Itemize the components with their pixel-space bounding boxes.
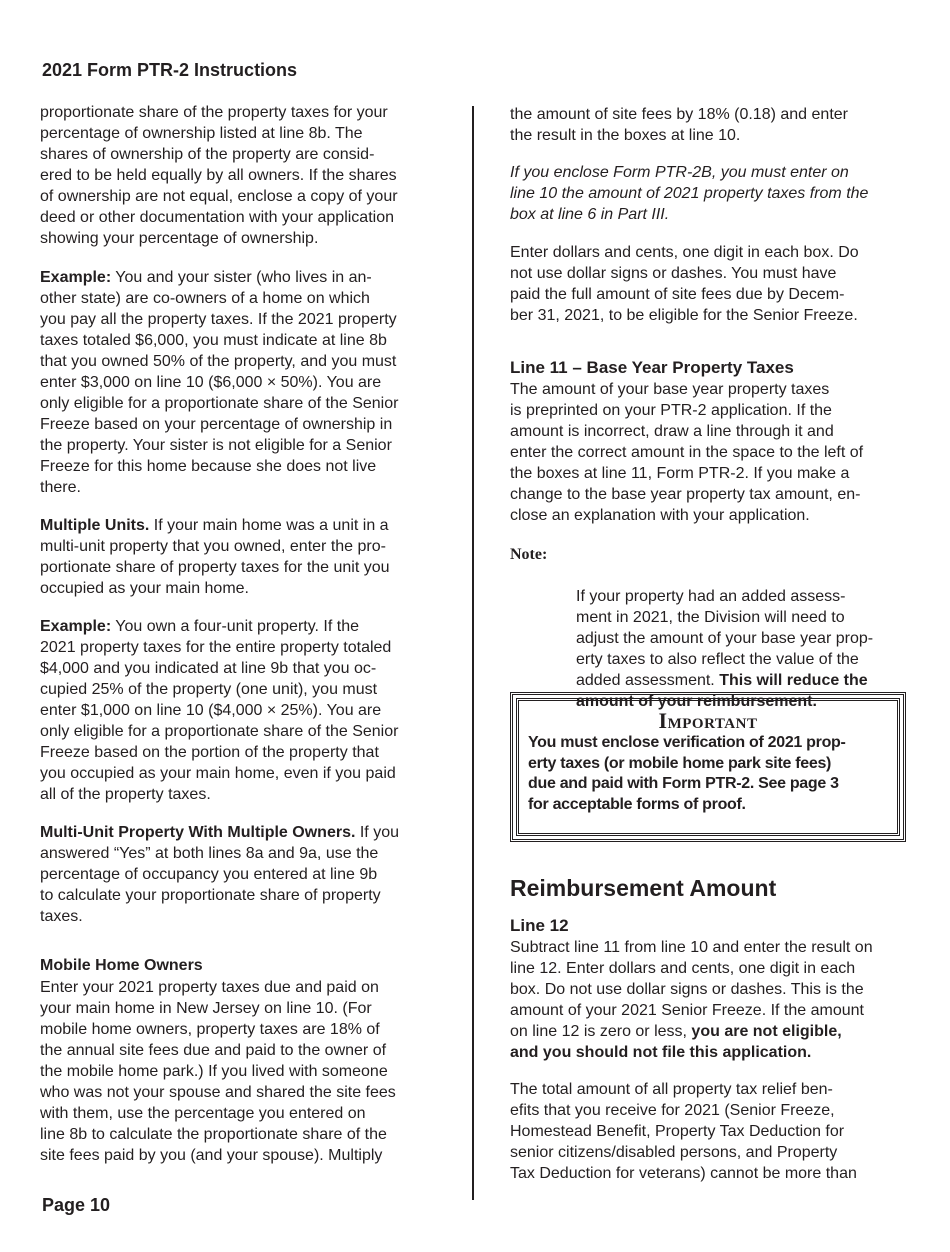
note-bold-text: This will reduce the amount of your reimbursement.	[576, 672, 868, 710]
dollars-cents-paragraph: Enter dollars and cents, one digit in each box. Do not use dollar signs or dashes. You must have paid the full amount of site fees due by Decem- ber 31, 2021, to be eligible for the Senior Freeze.	[510, 244, 859, 324]
line-12-heading: Line 12	[510, 916, 569, 935]
line-11-heading: Line 11 – Base Year Property Taxes	[510, 358, 794, 377]
line-11-paragraph: The amount of your base year property taxes is preprinted on your PTR-2 application. If the amount is incorrect, draw a line through it and enter the correct amount in the space to the left of the boxes at line 11, Form PTR-2. If you make a change to the base year property tax amount, en- close an explanation with your application.	[510, 381, 864, 524]
multi-unit-owners-paragraph	[40, 822, 399, 927]
mobile-home-paragraph: Enter your 2021 property taxes due and paid on your main home in New Jersey on line 10. (For mobile home owners, property taxes are 18% of the annual site fees due and paid to the owner of the mobile home park.) If you lived with someone who was not your spouse and shared the site fees with them, use the percentage you entered on line 8b to calculate the proportionate share of the site fees paid by you (and your spouse). Multiply	[40, 979, 396, 1164]
note-text: If your property had an added assess- ment in 2021, the Division will need to adjust the amount of your base year prop- erty taxes to also reflect the value of the added assessment.	[576, 588, 874, 689]
example-text: You and your sister (who lives in an- other state) are co-owners of a home on which you pay all the property taxes. If the 2021 property taxes totaled $6,000, you must indicate at line 8b that you owned 50% of the property, and you must enter $3,000 on line 10 ($6,000 × 50%). You are only eligible for a proportionate share of the Senior Freeze based on your percentage of ownership in the property. Your sister is not eligible for a Senior Freeze for this home because she does not live there.	[40, 269, 399, 496]
site-fees-paragraph: the amount of site fees by 18% (0.18) and enter the result in the boxes at line 10.	[510, 106, 848, 144]
multiple-units-label: Multiple Units.	[40, 517, 150, 534]
example-label: Example:	[40, 269, 112, 286]
multi-unit-owners-text: If you answered “Yes” at both lines 8a and 9a, use the percentage of occupancy you entered at line 9b to calculate your proportionate share of property taxes.	[40, 824, 399, 925]
line-12-text: Subtract line 11 from line 10 and enter the result on line 12. Enter dollars and cents, one digit in each box. Do not use dollar signs or dashes. This is the amount of your 2021 Senior Freeze. If the amount on line 12 is zero or less,	[510, 939, 873, 1040]
reimbursement-heading: Reimbursement Amount	[510, 875, 777, 901]
line-12-paragraph	[510, 937, 873, 1063]
important-box	[510, 692, 906, 842]
example-co-owners	[40, 267, 398, 498]
multiple-units-paragraph	[40, 515, 390, 599]
important-title: Important	[658, 708, 758, 733]
ownership-paragraph: proportionate share of the property taxes for your percentage of ownership listed at line 8b. The shares of ownership of the property are consid- ered to be held equally by all owners. If the shares of ownership are not equal, enclose a copy of your deed or other documentation with your application showing your percentage of ownership.	[40, 104, 398, 247]
note-label: Note:	[510, 546, 548, 563]
mobile-home-heading: Mobile Home Owners	[40, 957, 203, 974]
page-number: Page 10	[42, 1195, 111, 1215]
example-text: You own a four-unit property. If the 2021 property taxes for the entire property totaled $4,000 and you indicated at line 9b that you oc- cupied 25% of the property (one unit), you must enter $1,000 on line 10 ($4,000 × 25%). You are only eligible for a proportionate share of the Senior Freeze based on the portion of the property that you occupied as your main home, even if you paid all of the property taxes.	[40, 618, 399, 803]
multi-unit-owners-label: Multi-Unit Property With Multiple Owners.	[40, 824, 356, 841]
line-12-bold-text: you are not eligible, and you should not file this application.	[510, 1023, 842, 1061]
example-four-unit	[40, 616, 398, 805]
example-label: Example:	[40, 618, 112, 635]
column-divider	[472, 106, 474, 1200]
multiple-units-text: If your main home was a unit in a multi-unit property that you owned, enter the pro- portionate share of property taxes for the unit you occupied as your main home.	[40, 517, 390, 597]
important-text: You must enclose verification of 2021 prop- erty taxes (or mobile home park site fees) due and paid with Form PTR-2. See page 3 for acceptable forms of proof.	[528, 734, 846, 814]
page-header-title: 2021 Form PTR-2 Instructions	[42, 60, 298, 80]
ptr2b-note: If you enclose Form PTR-2B, you must enter on line 10 the amount of 2021 property taxes from the box at line 6 in Part III.	[510, 164, 869, 223]
total-relief-paragraph: The total amount of all property tax relief ben- efits that you receive for 2021 (Senior Freeze, Homestead Benefit, Property Tax Deduction for senior citizens/disabled persons, and Property Tax Deduction for veterans) cannot be more than	[510, 1081, 857, 1182]
